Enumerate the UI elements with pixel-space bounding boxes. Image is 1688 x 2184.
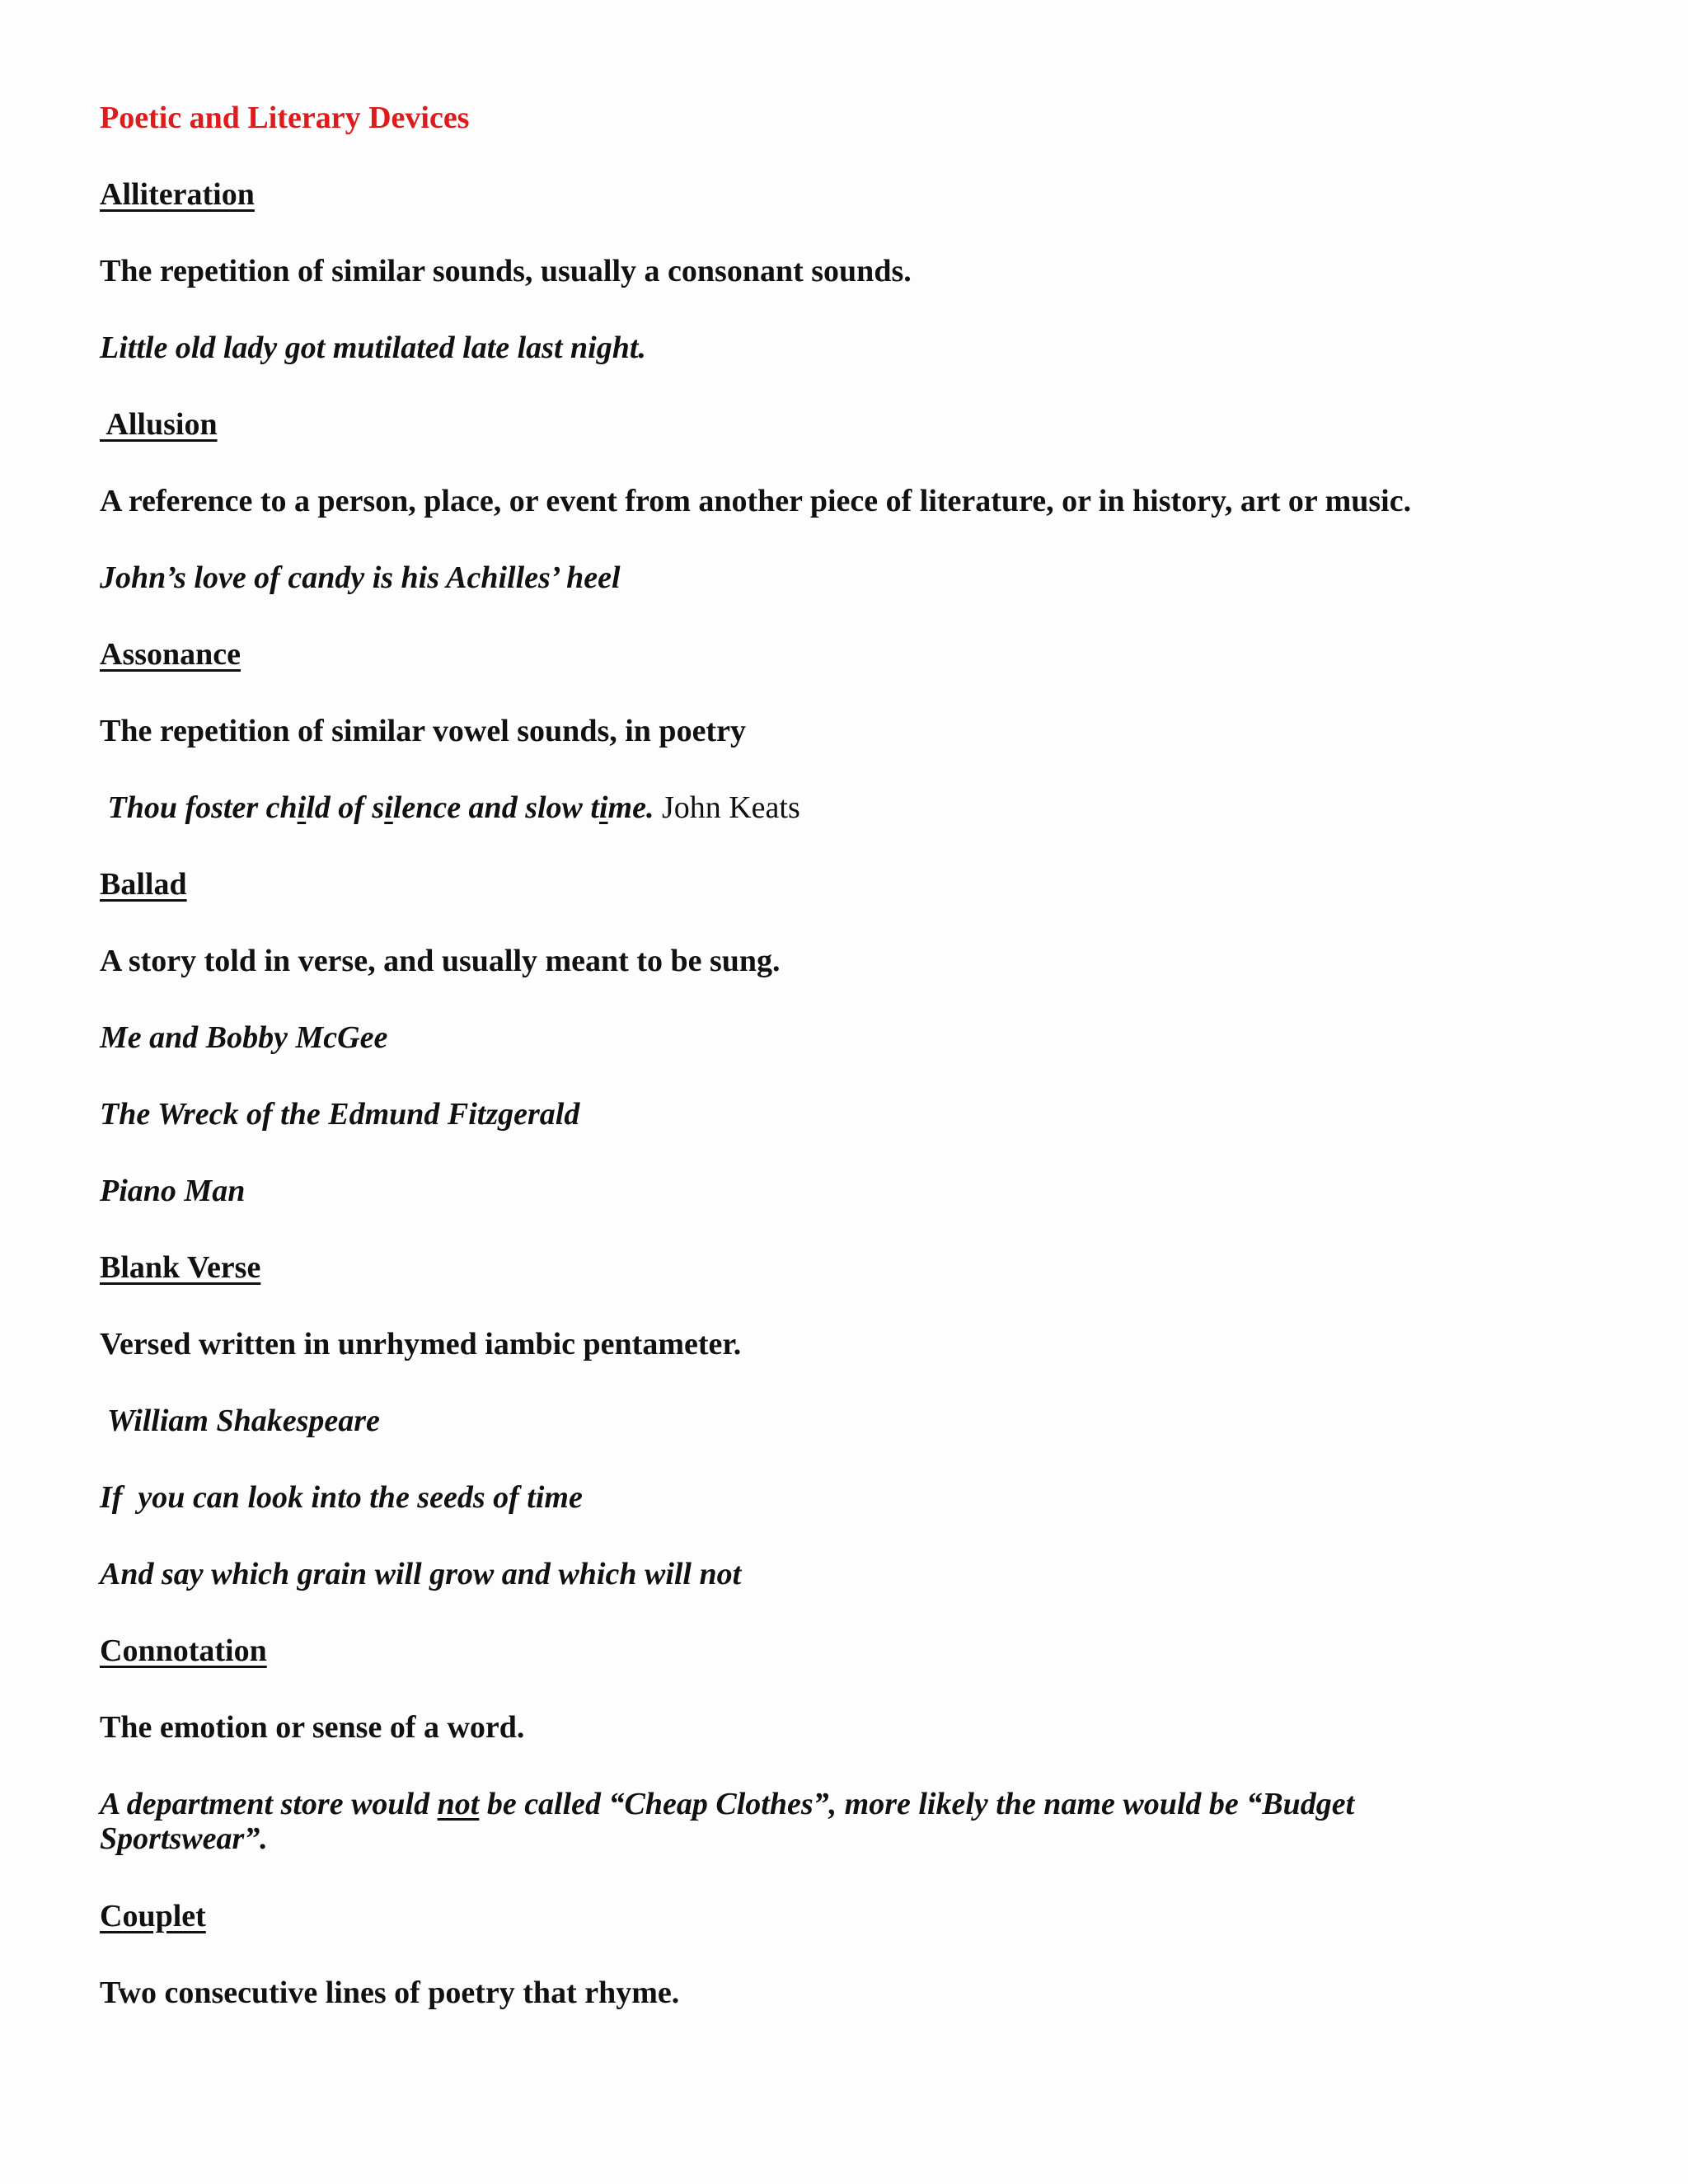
- underlined-vowel: i: [384, 790, 393, 825]
- definition-couplet: Two consecutive lines of poetry that rhyme.: [100, 1975, 680, 2010]
- term-heading-connotation: Connotation: [100, 1633, 267, 1668]
- definition-connotation: The emotion or sense of a word.: [100, 1710, 525, 1745]
- example-ballad: The Wreck of the Edmund Fitzgerald: [100, 1097, 580, 1132]
- example-blank-verse: If you can look into the seeds of time: [100, 1480, 583, 1515]
- underlined-vowel: i: [297, 790, 307, 825]
- example-blank-verse: William Shakespeare: [100, 1404, 380, 1438]
- example-assonance-part: Thou foster ch: [100, 790, 298, 825]
- example-attribution: John Keats: [661, 790, 800, 825]
- underlined-word: not: [437, 1787, 480, 1821]
- example-assonance-part: ld of s: [306, 790, 385, 825]
- term-heading-allusion: Allusion: [100, 407, 218, 442]
- example-assonance-part: lence and slow t: [392, 790, 599, 825]
- example-ballad: Piano Man: [100, 1174, 246, 1208]
- definition-ballad: A story told in verse, and usually meant to be sung.: [100, 944, 781, 978]
- definition-allusion: A reference to a person, place, or event from another piece of literature, or in history, art or music.: [100, 484, 1412, 518]
- term-heading-ballad: Ballad: [100, 867, 187, 902]
- underlined-vowel: i: [598, 790, 608, 825]
- document-title: Poetic and Literary Devices: [100, 101, 470, 135]
- example-connotation-part: A department store would: [100, 1787, 438, 1821]
- example-blank-verse: And say which grain will grow and which will not: [100, 1557, 742, 1591]
- definition-alliteration: The repetition of similar sounds, usually a consonant sounds.: [100, 254, 912, 288]
- term-heading-blank-verse: Blank Verse: [100, 1250, 261, 1285]
- definition-blank-verse: Versed written in unrhymed iambic pentameter.: [100, 1327, 742, 1361]
- term-heading-assonance: Assonance: [100, 637, 241, 672]
- example-connotation-part: be called “Cheap Clothes”, more likely the name would be “Budget Sportswear”.: [100, 1787, 1355, 1856]
- example-alliteration: Little old lady got mutilated late last night.: [100, 330, 646, 365]
- example-allusion: John’s love of candy is his Achilles’ heel: [100, 560, 621, 595]
- term-heading-couplet: Couplet: [100, 1899, 206, 1933]
- example-connotation: [100, 1787, 1468, 1856]
- definition-assonance: The repetition of similar vowel sounds, in poetry: [100, 714, 746, 748]
- example-assonance: [100, 790, 800, 825]
- example-assonance-part: me.: [607, 790, 654, 825]
- example-ballad: Me and Bobby McGee: [100, 1020, 388, 1055]
- term-heading-alliteration: Alliteration: [100, 177, 255, 212]
